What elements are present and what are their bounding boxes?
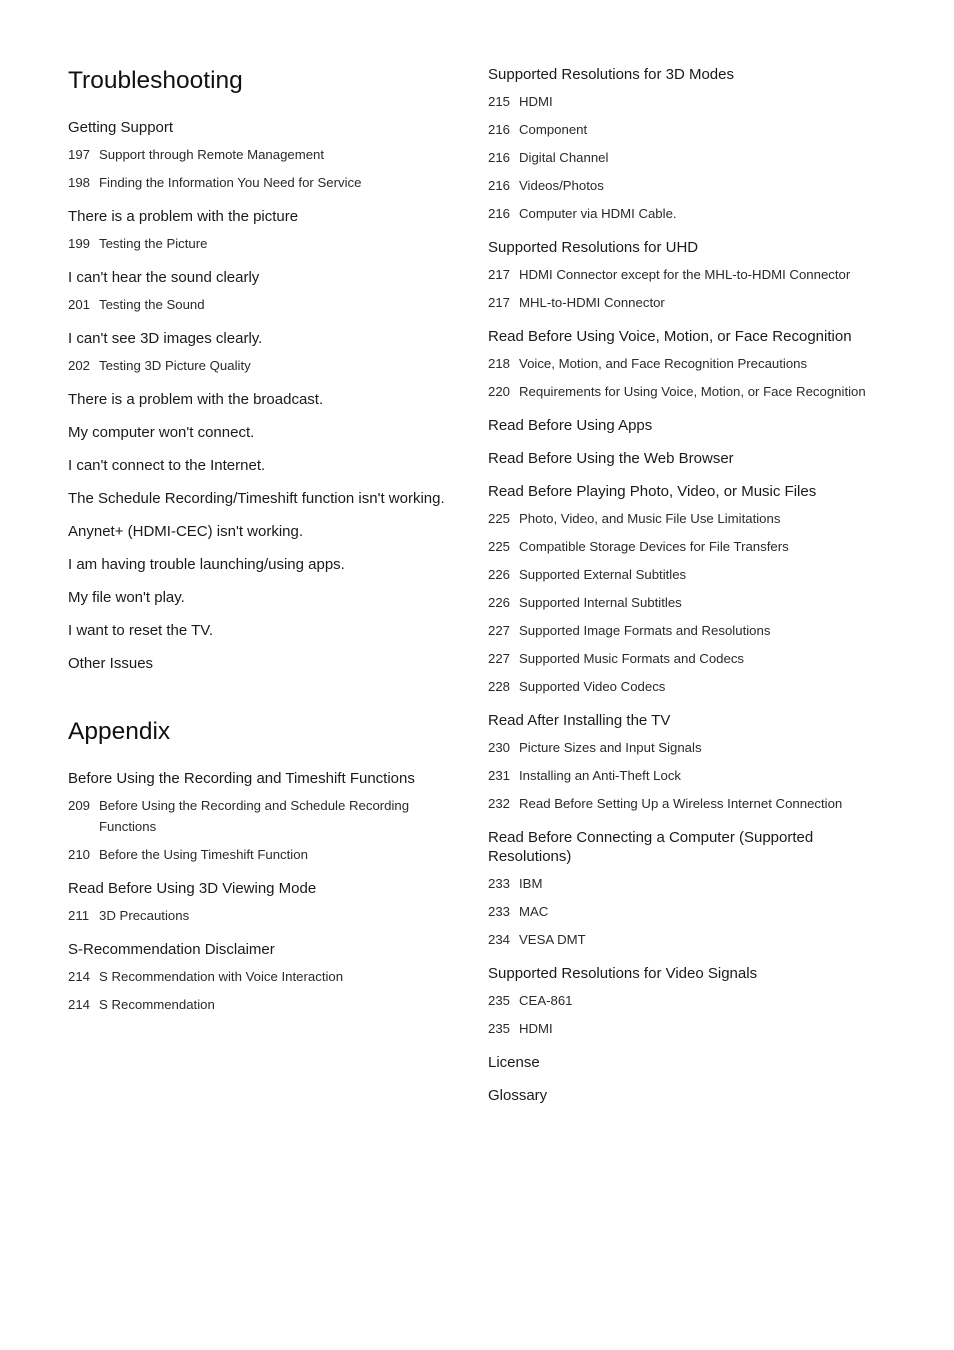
toc-section: [68, 879, 448, 926]
toc-entry[interactable]: [68, 966, 448, 987]
toc-entry-page-number: 202: [68, 358, 91, 373]
toc-section-title-other-issues[interactable]: Other Issues: [68, 655, 154, 672]
toc-section-title-read-before-using-the-web-browser[interactable]: Read Before Using the Web Browser: [488, 450, 734, 467]
toc-entry-title: Supported Video Codecs: [519, 679, 666, 694]
toc-entry-title: Videos/Photos: [519, 178, 604, 193]
toc-entry-title: Supported External Subtitles: [519, 567, 687, 582]
toc-section-title-glossary[interactable]: Glossary: [488, 1087, 548, 1104]
toc-part-heading: Appendix: [68, 718, 171, 745]
toc-entry[interactable]: [488, 676, 898, 697]
toc-entry-page-number: 216: [488, 178, 511, 193]
toc-entry-page-number: 230: [488, 740, 511, 755]
toc-section-title-read-before-using-3d-viewing-mode[interactable]: Read Before Using 3D Viewing Mode: [68, 880, 317, 897]
toc-section-title-read-before-playing-photo-video-or-music[interactable]: Read Before Playing Photo, Video, or Music Files: [488, 483, 817, 500]
toc-entry-title: Read Before Setting Up a Wireless Internet Connection: [519, 796, 843, 811]
toc-entry-page-number: 233: [488, 876, 511, 891]
toc-right-column: [488, 0, 898, 1105]
toc-section: [68, 207, 448, 254]
toc-section-title-supported-resolutions-for-video-signals[interactable]: Supported Resolutions for Video Signals: [488, 965, 758, 982]
toc-entry[interactable]: [488, 175, 898, 196]
toc-section: [488, 964, 898, 1039]
toc-entry[interactable]: [488, 765, 898, 786]
toc-section: [68, 555, 448, 574]
toc-entry-page-number: 226: [488, 595, 511, 610]
toc-entry-title: Installing an Anti-Theft Lock: [519, 768, 682, 783]
toc-entry-page-number: 216: [488, 150, 511, 165]
toc-entry-title: HDMI: [519, 1021, 553, 1036]
toc-entry-title: Testing the Picture: [99, 236, 208, 251]
toc-entry-page-number: 225: [488, 539, 511, 554]
toc-section: [68, 268, 448, 315]
toc-section: [68, 489, 448, 508]
toc-entry-page-number: 231: [488, 768, 511, 783]
toc-entry-page-number: 216: [488, 206, 511, 221]
toc-section: [68, 588, 448, 607]
toc-section: [488, 828, 898, 950]
toc-entry-title: Support through Remote Management: [99, 147, 325, 162]
toc-entry-title: MHL-to-HDMI Connector: [519, 295, 665, 310]
toc-section-title-i-can-t-see-3d-images-clearly[interactable]: I can't see 3D images clearly.: [68, 330, 263, 347]
toc-section-title-the-schedule-recording-timeshift-functio[interactable]: The Schedule Recording/Timeshift function isn't working.: [68, 490, 445, 507]
toc-entry-page-number: 227: [488, 623, 511, 638]
toc-entry-page-number: 232: [488, 796, 511, 811]
toc-section: [488, 327, 898, 402]
toc-part-troubleshooting: [68, 66, 448, 673]
toc-entry-page-number: 209: [68, 798, 91, 813]
toc-entry-page-number: 225: [488, 511, 511, 526]
toc-left-column: [68, 0, 448, 1015]
toc-entry-title: Compatible Storage Devices for File Transfers: [519, 539, 789, 554]
toc-entry-list: [68, 144, 448, 193]
toc-section: [488, 416, 898, 435]
toc-entry-title: Testing the Sound: [99, 297, 205, 312]
toc-entry-page-number: 226: [488, 567, 511, 582]
toc-entry-page-number: 201: [68, 297, 91, 312]
toc-section-title-s-recommendation-disclaimer[interactable]: S-Recommendation Disclaimer: [68, 941, 275, 958]
toc-entry[interactable]: [68, 233, 448, 254]
toc-entry-page-number: 217: [488, 295, 511, 310]
toc-entry[interactable]: [488, 901, 898, 922]
toc-entry-page-number: 218: [488, 356, 511, 371]
toc-entry-title: Supported Internal Subtitles: [519, 595, 682, 610]
toc-entry-list: [68, 966, 448, 1015]
toc-entry-page-number: 228: [488, 679, 511, 694]
toc-section: [488, 238, 898, 313]
toc-section: [488, 711, 898, 814]
toc-entry-title: Digital Channel: [519, 150, 609, 165]
toc-entry[interactable]: [488, 873, 898, 894]
toc-entry[interactable]: [488, 737, 898, 758]
toc-entry-title: Before Using the Recording and Schedule Recording Functions: [99, 798, 410, 834]
toc-entry-list: [488, 264, 898, 313]
toc-entry-list: [488, 873, 898, 950]
toc-entry[interactable]: [68, 172, 448, 193]
toc-section-title-read-before-using-apps[interactable]: Read Before Using Apps: [488, 417, 653, 434]
toc-entry-title: Photo, Video, and Music File Use Limitations: [519, 511, 781, 526]
toc-entry-title: 3D Precautions: [99, 908, 190, 923]
toc-entry-page-number: 198: [68, 175, 91, 190]
toc-entry-page-number: 197: [68, 147, 91, 162]
toc-entry[interactable]: [488, 929, 898, 950]
toc-entry[interactable]: [488, 592, 898, 613]
toc-entry-title: Component: [519, 122, 588, 137]
toc-entry-page-number: 234: [488, 932, 511, 947]
toc-entry[interactable]: [488, 264, 898, 285]
toc-entry-page-number: 235: [488, 1021, 511, 1036]
toc-entry-title: Picture Sizes and Input Signals: [519, 740, 702, 755]
toc-section: [68, 423, 448, 442]
toc-entry[interactable]: [488, 381, 898, 402]
toc-entry[interactable]: [68, 844, 448, 865]
toc-entry[interactable]: [488, 536, 898, 557]
toc-entry[interactable]: [488, 203, 898, 224]
toc-entry[interactable]: [488, 620, 898, 641]
toc-entry-page-number: 216: [488, 122, 511, 137]
toc-section: [68, 621, 448, 640]
toc-entry[interactable]: [488, 1018, 898, 1039]
toc-entry-list: [488, 508, 898, 697]
toc-section: [68, 118, 448, 193]
toc-entry-title: Computer via HDMI Cable.: [519, 206, 677, 221]
toc-section: [488, 65, 898, 224]
toc-section-title-supported-resolutions-for-uhd[interactable]: Supported Resolutions for UHD: [488, 239, 699, 256]
toc-section-title-there-is-a-problem-with-the-broadcast[interactable]: There is a problem with the broadcast.: [68, 391, 324, 408]
toc-entry[interactable]: [488, 990, 898, 1011]
toc-entry-title: CEA-861: [519, 993, 573, 1008]
toc-section: [488, 449, 898, 468]
toc-section: [68, 769, 448, 865]
toc-entry[interactable]: [488, 793, 898, 814]
toc-section: [68, 522, 448, 541]
toc-section: [488, 1086, 898, 1105]
toc-entry-page-number: 217: [488, 267, 511, 282]
toc-entry-title: Before the Using Timeshift Function: [99, 847, 308, 862]
toc-entry[interactable]: [488, 147, 898, 168]
toc-entry-list: [488, 353, 898, 402]
toc-entry-page-number: 233: [488, 904, 511, 919]
toc-entry-page-number: 211: [68, 908, 90, 923]
toc-section-title-before-using-the-recording-and-timeshift[interactable]: Before Using the Recording and Timeshift Functions: [68, 770, 415, 787]
toc-entry[interactable]: [68, 144, 448, 165]
toc-entry[interactable]: [68, 795, 448, 837]
toc-entry-page-number: 214: [68, 997, 91, 1012]
toc-section-title-supported-resolutions-for-3d-modes[interactable]: Supported Resolutions for 3D Modes: [488, 66, 734, 83]
toc-entry-title: Supported Music Formats and Codecs: [519, 651, 745, 666]
toc-section-title-license[interactable]: License: [488, 1054, 540, 1071]
toc-entry-page-number: 214: [68, 969, 91, 984]
toc-entry-title: S Recommendation with Voice Interaction: [99, 969, 344, 984]
toc-section-title-i-want-to-reset-the-tv[interactable]: I want to reset the TV.: [68, 622, 214, 639]
toc-section-title-there-is-a-problem-with-the-picture[interactable]: There is a problem with the picture: [68, 208, 299, 225]
toc-entry[interactable]: [488, 119, 898, 140]
toc-entry[interactable]: [68, 294, 448, 315]
toc-entry-page-number: 210: [68, 847, 91, 862]
toc-section: [488, 1053, 898, 1072]
toc-section-title-i-can-t-hear-the-sound-clearly[interactable]: I can't hear the sound clearly: [68, 269, 260, 286]
toc-entry-title: Requirements for Using Voice, Motion, or Face Recognition: [519, 384, 866, 399]
toc-entry-title: VESA DMT: [519, 932, 586, 947]
toc-entry-title: MAC: [519, 904, 549, 919]
toc-entry[interactable]: [68, 994, 448, 1015]
toc-section-title-i-can-t-connect-to-the-internet[interactable]: I can't connect to the Internet.: [68, 457, 266, 474]
toc-section-title-anynet-hdmi-cec-isn-t-working[interactable]: Anynet+ (HDMI-CEC) isn't working.: [68, 523, 304, 540]
toc-entry-list: [68, 355, 448, 376]
toc-entry-title: HDMI: [519, 94, 553, 109]
toc-section: [68, 390, 448, 409]
toc-entry[interactable]: [68, 905, 448, 926]
toc-section-title-my-file-won-t-play[interactable]: My file won't play.: [68, 589, 185, 606]
toc-entry[interactable]: [68, 355, 448, 376]
toc-entry[interactable]: [488, 353, 898, 374]
toc-entry-page-number: 215: [488, 94, 511, 109]
toc-part-appendix: [68, 717, 448, 1015]
toc-entry-list: [68, 294, 448, 315]
toc-entry-list: [488, 990, 898, 1039]
toc-entry-page-number: 227: [488, 651, 511, 666]
toc-entry-title: HDMI Connector except for the MHL-to-HDMI Connector: [519, 267, 851, 282]
toc-section: [488, 482, 898, 697]
toc-entry-list: [68, 795, 448, 865]
toc-entry-title: Finding the Information You Need for Service: [99, 175, 362, 190]
toc-entry-list: [488, 91, 898, 224]
toc-entry-title: Testing 3D Picture Quality: [99, 358, 251, 373]
toc-entry[interactable]: [488, 91, 898, 112]
toc-entry-list: [68, 905, 448, 926]
toc-part-heading: Troubleshooting: [68, 67, 243, 94]
toc-section-title-read-before-using-voice-motion-or-face-r[interactable]: Read Before Using Voice, Motion, or Face Recognition: [488, 328, 852, 345]
toc-entry-list: [488, 737, 898, 814]
toc-entry-title: S Recommendation: [99, 997, 215, 1012]
toc-section-title-read-before-connecting-a-computer-suppor[interactable]: Read Before Connecting a Computer (Supported Resolutions): [488, 829, 814, 865]
toc-entry-list: [68, 233, 448, 254]
toc-entry[interactable]: [488, 564, 898, 585]
toc-entry[interactable]: [488, 508, 898, 529]
toc-entry[interactable]: [488, 648, 898, 669]
toc-entry-title: Supported Image Formats and Resolutions: [519, 623, 771, 638]
toc-entry-page-number: 235: [488, 993, 511, 1008]
toc-section-title-getting-support[interactable]: Getting Support: [68, 119, 174, 136]
toc-section: [68, 940, 448, 1015]
toc-section: [68, 329, 448, 376]
toc-section-title-read-after-installing-the-tv[interactable]: Read After Installing the TV: [488, 712, 671, 729]
toc-entry-page-number: 220: [488, 384, 511, 399]
toc-entry[interactable]: [488, 292, 898, 313]
toc-section-title-i-am-having-trouble-launching-using-apps[interactable]: I am having trouble launching/using apps.: [68, 556, 345, 573]
toc-section: [68, 654, 448, 673]
toc-entry-title: Voice, Motion, and Face Recognition Precautions: [519, 356, 808, 371]
toc-entry-title: IBM: [519, 876, 543, 891]
toc-section: [68, 456, 448, 475]
toc-entry-page-number: 199: [68, 236, 91, 251]
toc-section-title-my-computer-won-t-connect[interactable]: My computer won't connect.: [68, 424, 255, 441]
